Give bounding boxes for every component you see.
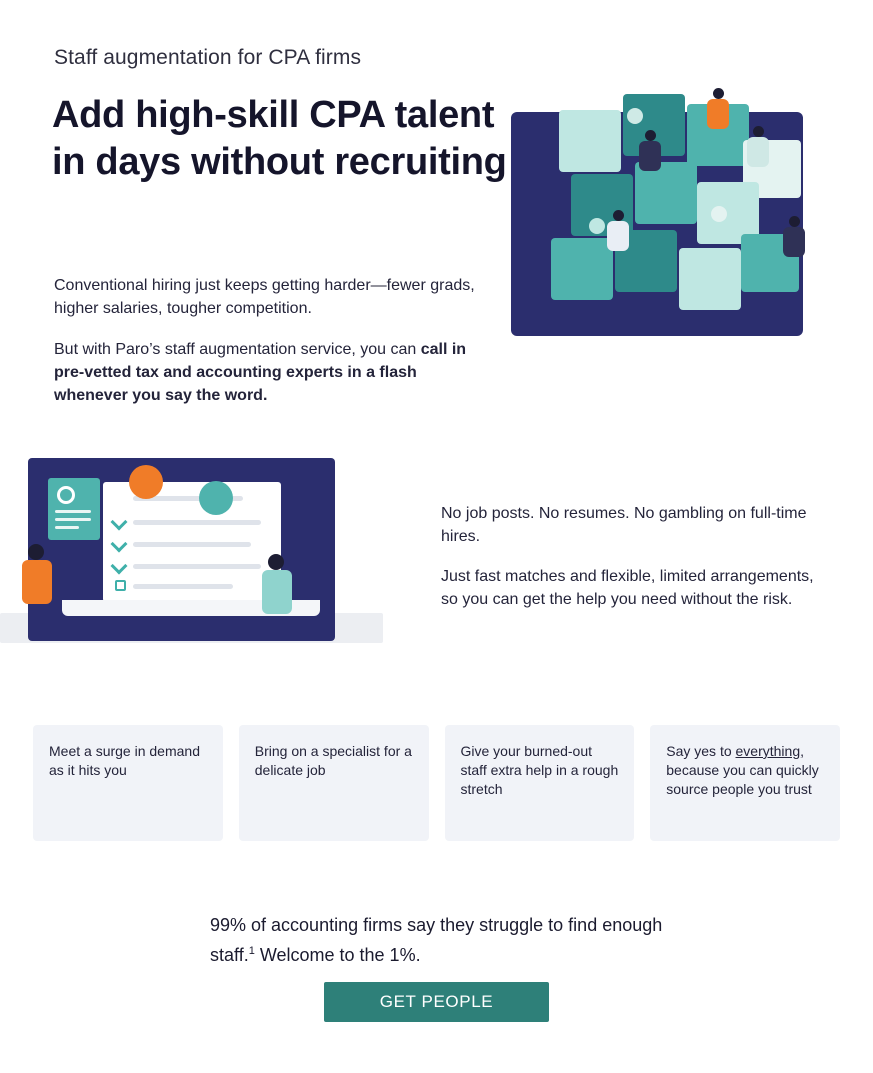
- hero-paragraph-2: [54, 338, 479, 407]
- checkbox-icon: [115, 580, 126, 591]
- chevron-down-icon: [111, 514, 128, 531]
- puzzle-piece: [559, 110, 621, 172]
- puzzle-knob: [589, 218, 605, 234]
- puzzle-knob: [627, 108, 643, 124]
- hero-section: [0, 0, 873, 410]
- stat-statement: [210, 912, 680, 968]
- hero-paragraph-2-emphasis: call in pre-vetted tax and accounting experts in a flash whenever you say the word.: [54, 341, 467, 404]
- chevron-down-icon: [111, 536, 128, 553]
- chevron-down-icon: [111, 558, 128, 575]
- benefit-card: [445, 725, 635, 841]
- hero-paragraph-2-lead: But with Paro’s staff augmentation service, you can: [54, 341, 421, 358]
- screen-line: [133, 520, 261, 525]
- document-card: [48, 478, 100, 540]
- stat-text-before: 99% of accounting firms say they struggle to find enough staff.: [210, 915, 663, 965]
- screen-line: [133, 584, 233, 589]
- benefit-card-text: Give your burned-out staff extra help in a rough stretch: [460, 743, 619, 797]
- benefit-card-text: Bring on a specialist for a delicate job: [254, 743, 412, 778]
- laptop-workflow-illustration: [0, 458, 385, 648]
- clock-icon: [57, 486, 75, 504]
- puzzle-piece: [551, 238, 613, 300]
- hero-paragraph-1: Conventional hiring just keeps getting harder—fewer grads, higher salaries, tougher competition.: [54, 277, 475, 317]
- page-title: Add high-skill CPA talent in days without recruiting: [52, 94, 507, 183]
- benefit-card-text-before: Say yes to: [666, 743, 736, 759]
- eyebrow-text: Staff augmentation for CPA firms: [54, 46, 362, 69]
- clock-badge-icon: [129, 465, 163, 499]
- benefit-cards: [33, 725, 840, 841]
- middle-paragraph-2: Just fast matches and flexible, limited arrangements, so you can get the help you need without the risk.: [441, 568, 814, 608]
- puzzle-piece: [679, 248, 741, 310]
- stat-footnote-marker: 1: [248, 945, 255, 957]
- puzzle-knob: [711, 206, 727, 222]
- puzzle-piece: [635, 162, 697, 224]
- benefit-card-text: Meet a surge in demand as it hits you: [49, 743, 200, 778]
- puzzle-team-illustration: [511, 88, 817, 338]
- middle-paragraph-1: No job posts. No resumes. No gambling on full-time hires.: [441, 505, 807, 545]
- benefit-card: [239, 725, 429, 841]
- benefit-card: [33, 725, 223, 841]
- laptop-screen: [103, 482, 281, 602]
- benefit-card-text-emphasis: everything: [735, 743, 801, 759]
- screen-line: [133, 564, 261, 569]
- benefit-card-text-after: , because you can quickly source people you trust: [666, 743, 819, 797]
- get-people-button[interactable]: GET PEOPLE: [324, 982, 549, 1022]
- benefit-card: [650, 725, 840, 841]
- screen-line: [133, 542, 251, 547]
- mail-badge-icon: [199, 481, 233, 515]
- stat-text-after: Welcome to the 1%.: [254, 945, 421, 965]
